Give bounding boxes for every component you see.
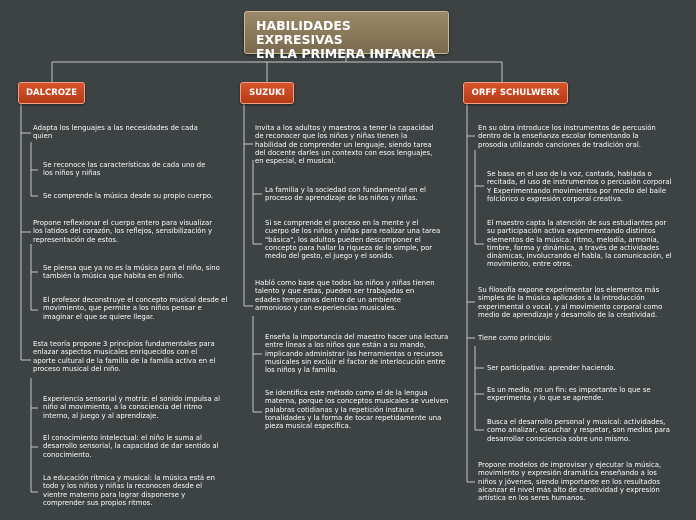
dalcroze-node-10[interactable]: La educación rítmica y musical: la música está en todo y los niños y niñas la reconocen desde el vientre materno para lograr disponerse y comprender sus propios ritmos. [43,474,215,507]
dalcroze-node-4[interactable]: Propone reflexionar el cuerpo entero para visualizar los latidos del corazón, los reflejos, sensibilización y representación de estos. [33,219,213,244]
orff-node-2[interactable]: Se basa en el uso de la voz, cantada, hablada o recitada, el uso de instrumentos o percusión corporal Y Experimentando movimientos por medio del baile folclórico o expresión corporal creativa. [487,170,672,203]
orff-node-9[interactable]: Propone modelos de improvisar y ejecutar la música, movimiento y expresión dramática enseñando a los niños y jóvenes, siendo importante en los resultados alcanzar el nivel más alto de creatividad y expresión artística en los seres humanos. [478,461,662,503]
dalcroze-node-8[interactable]: Experiencia sensorial y motriz: el sonido impulsa al niño al movimiento, a la consciencia del ritmo interno, al juego y al aprendizaje. [43,395,220,420]
dalcroze-node-2[interactable]: Se reconoce las características de cada uno de los niños y niñas [43,161,206,178]
suzuki-node-1[interactable]: Invita a los adultos y maestros a tener la capacidad de reconocer que los niños y niñas tienen la habilidad de comprender un lenguaje, siendo tarea del docente darles un contexto con esos lenguajes, en especial, el musical. [255,124,434,166]
dalcroze-node-1[interactable]: Adapta los lenguajes a las necesidades de cada quien [33,124,198,141]
suzuki-node-5[interactable]: Enseña la importancia del maestro hacer una lectura entre líneas a los niños que están a su mando, implicando administrar las herramientas o recursos musicales sin excluir el factor de interlocución entre los niños y la familia. [265,333,449,375]
orff-node-5[interactable]: Tiene como principio: [478,334,553,342]
central-topic[interactable] [244,11,449,61]
suzuki-node-4[interactable]: Habló como base que todos los niños y niñas tienen talento y que éstas, pueden ser trabajadas en edades tempranas dentro de un ambiente armonioso y con experiencias musicales. [255,279,435,312]
suzuki-node-2[interactable]: La familia y la sociedad con fundamental en el proceso de aprendizaje de los niños y niñas. [265,186,426,203]
dalcroze-node-3[interactable]: Se comprende la música desde su propio cuerpo. [43,192,214,200]
dalcroze-node-7[interactable]: Esta teoría propone 3 principios fundamentales para enlazar aspectos musicales enriquecidos con el aporte cultural de la familia de la familia activa en el proceso musical del niño. [33,340,216,373]
orff-node-7[interactable]: Es un medio, no un fin: es importante lo que se experimenta y lo que se aprende. [487,386,651,403]
orff-node-3[interactable]: El maestro capta la atención de sus estudiantes por su participación activa experimentando distintos elementos de la música: ritmo, melodía, armonía, timbre, forma y dinámica, a través de actividades dinámicas, involucrando el habla, la comunicación, el movimiento, entre otros. [487,219,672,269]
dalcroze-node-6[interactable]: El profesor deconstruye el concepto musical desde el movimiento, que permite a los niños pensar e imaginar el que se quiere llegar. [43,296,228,321]
branch-suzuki[interactable]: SUZUKI [240,82,294,104]
orff-node-4[interactable]: Su filosofía expone experimentar los elementos más simples de la música aplicados a la introducción experimental o vocal, y al movimiento corporal como medio de aprendizaje y desarrollo de la creatividad. [478,286,663,319]
orff-node-6[interactable]: Ser participativa: aprender haciendo. [487,364,616,372]
orff-node-8[interactable]: Busca el desarrollo personal y musical: actividades, como analizar, escuchar y respetar, son medios para desarrollar consciencia sobre uno mismo. [487,418,670,443]
branch-dalcroze[interactable]: DALCROZE [18,82,85,104]
suzuki-node-6[interactable]: Se identifica este método como el de la lengua materna, porque los conceptos musicales se vuelven palabras cotidianas y la repetición instaura tonalidades y la forma de tocar repetidamente una pieza musical específica. [265,389,449,431]
suzuki-node-3[interactable]: Si se comprende el proceso en la mente y el cuerpo de los niños y niñas para realizar una tarea "básica", los adultos pueden descomponer el concepto para hallar la riqueza de lo simple, por medio del gesto, el juego y el sonido. [265,219,441,261]
branch-orff-schulwerk[interactable]: ORFF SCHULWERK [463,82,568,104]
orff-node-1[interactable]: En su obra introduce los instrumentos de percusión dentro de la enseñanza escolar fomentando la prosodia utilizando canciones de tradición oral. [478,124,656,149]
dalcroze-node-9[interactable]: El conocimiento intelectual: el niño le suma al desarrollo sensorial, la capacidad de dar sentido al conocimiento. [43,434,219,459]
dalcroze-node-5[interactable]: Se piensa que ya no es la música para el niño, sino también la música que habita en el niño. [43,264,220,281]
central-topic-line2: EN LA PRIMERA INFANCIA [256,46,436,61]
central-topic-line1: HABILIDADES EXPRESIVAS [256,18,351,47]
